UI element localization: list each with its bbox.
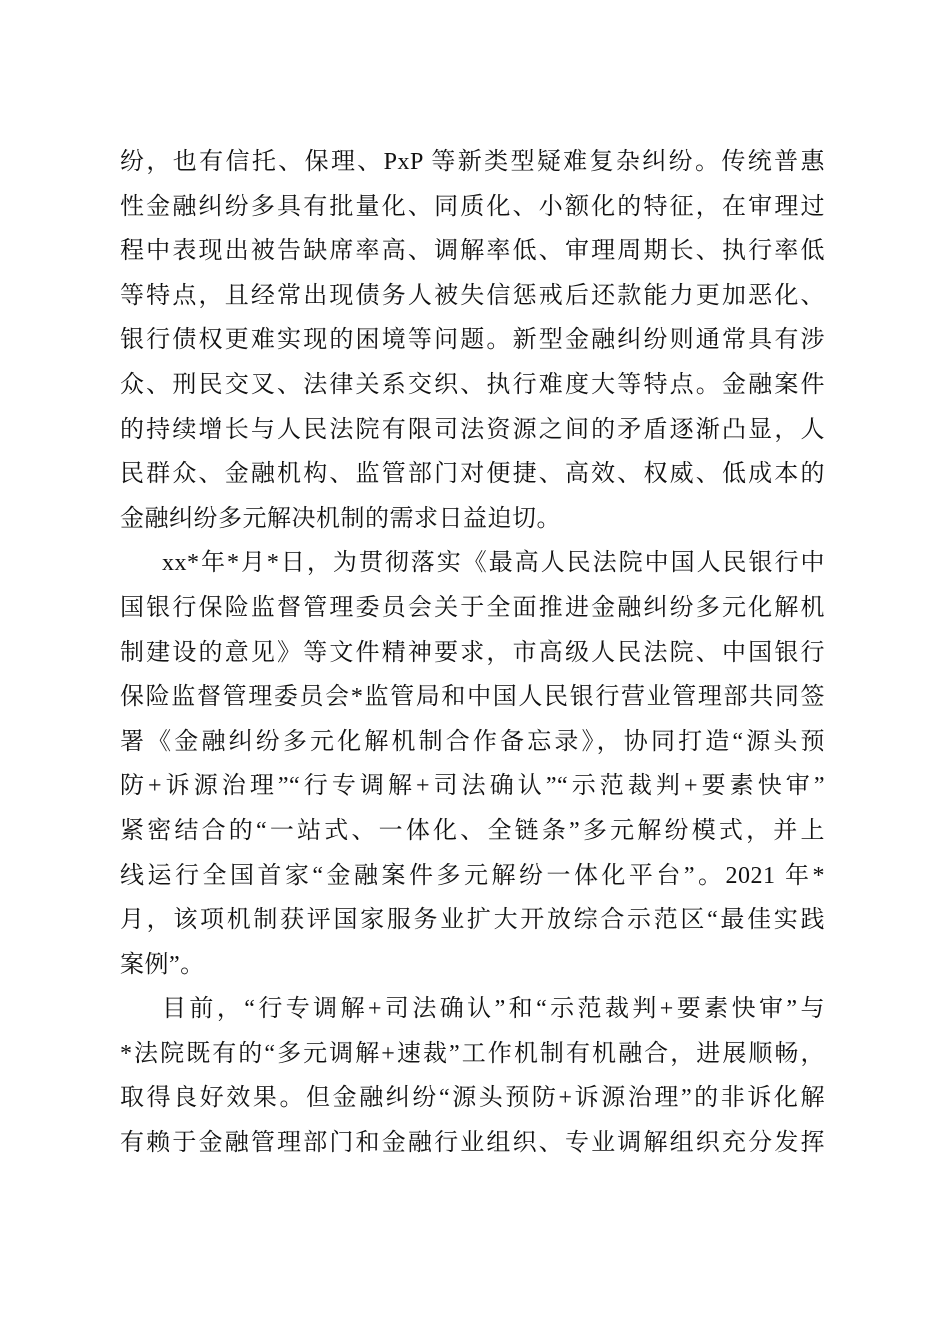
text-line: 众、刑民交叉、法律关系交织、执行难度大等特点。金融案件 (120, 371, 825, 398)
text-line: 线运行全国首家“金融案件多元解纷一体化平台”。2021 年* (120, 862, 825, 889)
text-line: 署《金融纠纷多元化解机制合作备忘录》，协同打造“源头预 (120, 728, 825, 755)
text-line: 目前，“行专调解+司法确认”和“示范裁判+要素快审”与 (162, 996, 825, 1023)
text-line: 银行债权更难实现的困境等问题。新型金融纠纷则通常具有涉 (120, 327, 825, 354)
text-line: 国银行保险监督管理委员会关于全面推进金融纠纷多元化解机 (120, 594, 825, 621)
text-line: 金融纠纷多元解决机制的需求日益迫切。 (120, 505, 561, 532)
paragraph-1 (120, 140, 825, 541)
text-line: 保险监督管理委员会*监管局和中国人民银行营业管理部共同签 (120, 684, 825, 711)
text-line: 取得良好效果。但金融纠纷“源头预防+诉源治理”的非诉化解 (120, 1085, 825, 1112)
text-line: 案例”。 (120, 951, 205, 978)
text-line: 月，该项机制获评国家服务业扩大开放综合示范区“最佳实践 (120, 907, 825, 934)
text-line: 等特点，且经常出现债务人被失信惩戒后还款能力更加恶化、 (120, 282, 825, 309)
text-line: 纷，也有信托、保理、PxP 等新类型疑难复杂纠纷。传统普惠 (120, 149, 825, 175)
text-line: 制建设的意见》等文件精神要求，市高级人民法院、中国银行 (120, 639, 825, 666)
text-line: 有赖于金融管理部门和金融行业组织、专业调解组织充分发挥 (120, 1130, 825, 1157)
document-body (120, 140, 825, 1166)
text-line: 性金融纠纷多具有批量化、同质化、小额化的特征，在审理过 (120, 193, 825, 220)
text-line: 的持续增长与人民法院有限司法资源之间的矛盾逐渐凸显，人 (120, 416, 825, 443)
text-line: 防+诉源治理”“行专调解+司法确认”“示范裁判+要素快审” (120, 773, 825, 800)
text-line: *法院既有的“多元调解+速裁”工作机制有机融合，进展顺畅， (120, 1040, 825, 1067)
text-line: 民群众、金融机构、监管部门对便捷、高效、权威、低成本的 (120, 461, 825, 488)
text-line: 紧密结合的“一站式、一体化、全链条”多元解纷模式，并上 (120, 817, 825, 844)
text-line: 程中表现出被告缺席率高、调解率低、审理周期长、执行率低 (120, 238, 825, 265)
text-line: xx*年*月*日，为贯彻落实《最高人民法院中国人民银行中 (162, 550, 825, 577)
paragraph-3 (120, 987, 825, 1165)
paragraph-2 (120, 541, 825, 987)
